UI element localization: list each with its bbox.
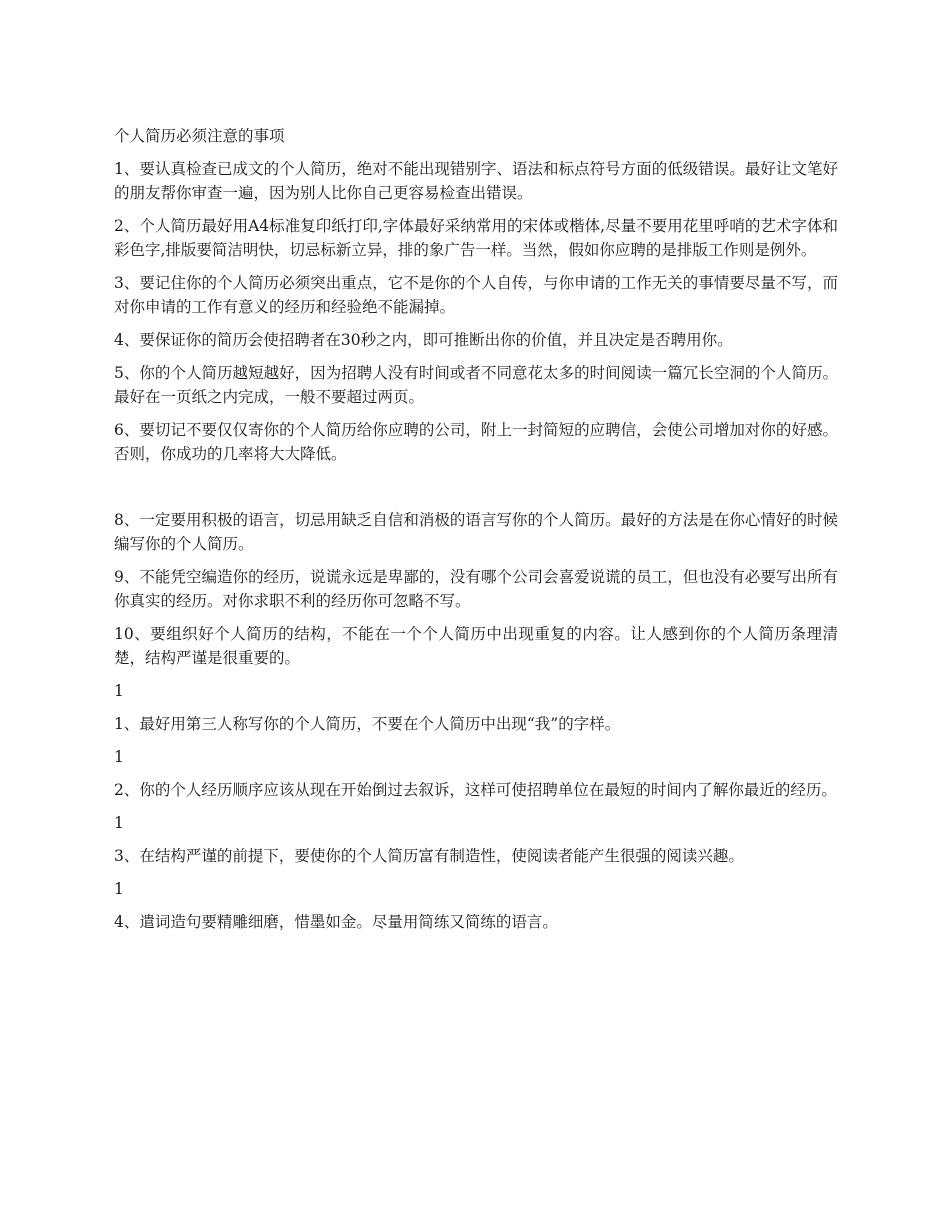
paragraph: 9、不能凭空编造你的经历，说谎永远是卑鄙的，没有哪个公司会喜爱说谎的员工，但也没有必要写出所有你真实的经历。对你求职不利的经历你可忽略不写。 [114,568,838,610]
page-marker: 1 [114,682,124,700]
paragraph: 3、在结构严谨的前提下，要使你的个人简历富有制造性，使阅读者能产生很强的阅读兴趣。 [114,847,744,865]
document-body [114,124,838,943]
paragraph: 4、遣词造句要精雕细磨，惜墨如金。尽量用简练又简练的语言。 [114,913,558,931]
paragraph: 6、要切记不要仅仅寄你的个人简历给你应聘的公司，附上一封简短的应聘信，会使公司增加对你的好感。否则，你成功的几率将大大降低。 [114,421,838,463]
paragraph: 1、要认真检查已成文的个人简历，绝对不能出现错别字、语法和标点符号方面的低级错误。最好让文笔好的朋友帮你审查一遍，因为别人比你自己更容易检查出错误。 [114,160,838,202]
paragraph: 3、要记住你的个人简历必须突出重点，它不是你的个人自传，与你申请的工作无关的事情要尽量不写，而对你申请的工作有意义的经历和经验绝不能漏掉。 [114,274,838,316]
page-marker: 1 [114,748,124,766]
paragraph: 1、最好用第三人称写你的个人简历，不要在个人简历中出现“我”的字样。 [114,715,621,733]
paragraph: 5、你的个人简历越短越好，因为招聘人没有时间或者不同意花太多的时间阅读一篇冗长空洞的个人简历。最好在一页纸之内完成，一般不要超过两页。 [114,364,838,406]
page-marker: 1 [114,880,124,898]
paragraph: 4、要保证你的简历会使招聘者在30秒之内，即可推断出你的价值，并且决定是否聘用你。 [114,331,733,349]
paragraph: 8、一定要用积极的语言，切忌用缺乏自信和消极的语言写你的个人简历。最好的方法是在你心情好的时候编写你的个人简历。 [114,511,838,553]
paragraph: 10、要组织好个人简历的结构，不能在一个个人简历中出现重复的内容。让人感到你的个人简历条理清楚，结构严谨是很重要的。 [114,625,838,667]
blank-gap [114,475,838,508]
document-title: 个人简历必须注意的事项 [114,127,285,145]
paragraph: 2、你的个人经历顺序应该从现在开始倒过去叙诉，这样可使招聘单位在最短的时间内了解你最近的经历。 [114,781,837,799]
page-marker: 1 [114,814,124,832]
paragraph: 2、个人简历最好用A4标准复印纸打印,字体最好采纳常用的宋体或楷体,尽量不要用花里呼哨的艺术字体和彩色字,排版要简洁明快，切忌标新立异，排的象广告一样。当然，假如你应聘的是排版工作则是例外。 [114,217,838,259]
